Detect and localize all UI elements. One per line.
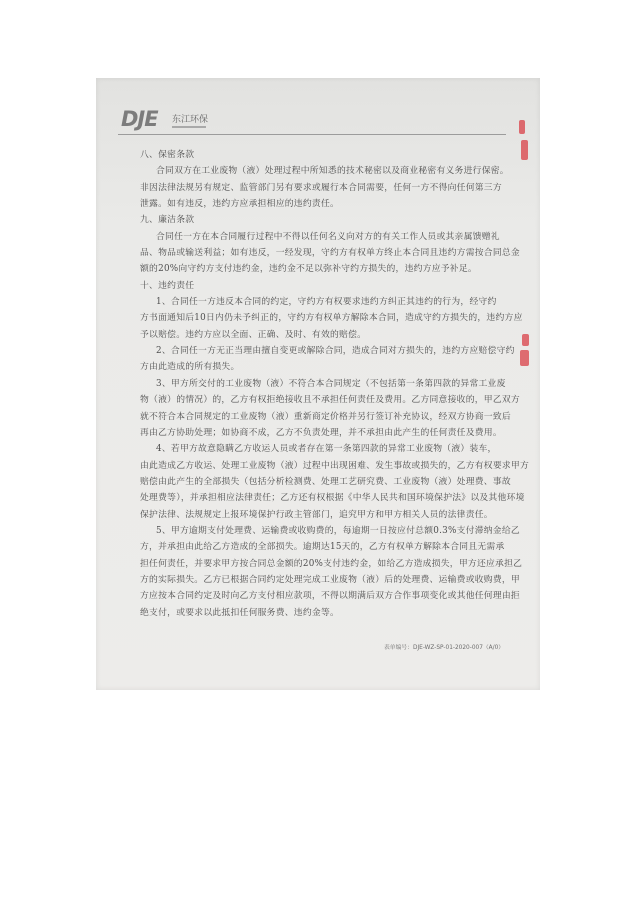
clause-line: 5、甲方逾期支付处理费、运输费或收购费的，每逾期一日按应付总额0.3%支付滞纳金给乙 — [156, 525, 520, 536]
clause-line: 方的实际损失。乙方已根据合同约定处理完成工业废物（液）后的处理费、运输费或收购费，甲 — [140, 574, 520, 585]
clause-line: 处理费等），并承担相应法律责任；乙方还有权根据《中华人民共和国环境保护法》以及其他环境 — [140, 493, 525, 504]
clause-line: 方，并承担由此给乙方造成的全部损失。逾期达15天的，乙方有权单方解除本合同且无需承 — [140, 542, 505, 553]
section-heading-integrity: 九、廉洁条款 — [140, 215, 195, 226]
clause-line: 方由此造成的所有损失。 — [140, 362, 240, 373]
clause-line: 赔偿由此产生的全部损失（包括分析检测费、处理工艺研究费、工业废物（液）处理费、事故 — [140, 476, 511, 487]
clause-line: 予以赔偿。违约方应以全面、正确、及时、有效的赔偿。 — [140, 329, 367, 340]
paragraph-line: 额的20%向守约方支付违约金，违约金不足以弥补守约方损失的，违约方应予补足。 — [140, 264, 477, 275]
logo-tagline-mark — [172, 126, 206, 128]
clause-line: 物（液）的情况）的，乙方有权拒绝接收且不承担任何责任及费用。乙方同意接收的，甲乙双方 — [140, 395, 520, 406]
clause-line: 担任何责任，并要求甲方按合同总金额的20%支付违约金，如给乙方造成损失，甲方还应承担乙 — [140, 558, 523, 569]
section-heading-liability: 十、违约责任 — [140, 280, 195, 291]
form-number: 表单编号：DJE-WZ-SP-01-2020-007（A/0） — [384, 645, 505, 651]
company-logo: DJE — [121, 107, 158, 131]
clause-line: 再由乙方协助处理；如协商不成，乙方不负责处理，并不承担由此产生的任何责任及费用。 — [140, 427, 502, 438]
clause-line: 2、合同任一方无正当理由擅自变更或解除合同，造成合同对方损失的，违约方应赔偿守约 — [156, 346, 515, 357]
clause-line: 4、若甲方故意隐瞒乙方收运人员或者存在第一条第四款的异常工业废物（液）装车， — [156, 444, 497, 455]
paragraph-line: 合同双方在工业废物（液）处理过程中所知悉的技术秘密以及商业秘密有义务进行保密。 — [156, 166, 509, 177]
seal-fragment — [519, 120, 525, 134]
section-heading-confidentiality: 八、保密条款 — [140, 150, 195, 160]
clause-line: 绝支付，或要求以此抵扣任何服务费、违约金等。 — [140, 607, 340, 618]
clause-line: 3、甲方所交付的工业废物（液）不符合本合同规定（不包括第一条第四款的异常工业废 — [156, 378, 506, 389]
clause-line: 方应按本合同约定及时向乙方支付相应款项，不得以期满后双方合作事项变化或其他任何理由拒 — [140, 591, 520, 602]
paragraph-line: 合同任一方在本合同履行过程中不得以任何名义向对方的有关工作人员或其亲属馈赠礼 — [156, 231, 500, 242]
paragraph-line: 非因法律法规另有规定、监管部门另有要求或履行本合同需要，任何一方不得向任何第三方 — [140, 182, 502, 193]
clause-line: 方书面通知后10日内仍未予纠正的，守约方有权单方解除本合同，造成守约方损失的，违约方应 — [140, 313, 523, 324]
document-body — [140, 147, 532, 621]
paragraph-line: 泄露。如有违反，违约方应承担相应的违约责任。 — [140, 199, 340, 210]
clause-line: 就不符合本合同规定的工业废物（液）重新商定价格并另行签订补充协议，经双方协商一致后 — [140, 411, 511, 422]
header-divider — [118, 134, 506, 135]
paragraph-line: 品、物品或输送利益；如有违反，一经发现，守约方有权单方终止本合同且违约方需按合同总金 — [140, 248, 520, 259]
clause-line: 保护法律、法规规定上报环境保护行政主管部门，追究甲方和甲方相关人员的法律责任。 — [140, 509, 493, 520]
clause-line: 由此造成乙方收运、处理工业废物（液）过程中出现困难、发生事故或损失的，乙方有权要求甲方 — [140, 460, 530, 471]
company-name: 东江环保 — [172, 115, 209, 125]
clause-line: 1、合同任一方违反本合同的约定，守约方有权要求违约方纠正其违约的行为，经守约 — [156, 297, 497, 308]
